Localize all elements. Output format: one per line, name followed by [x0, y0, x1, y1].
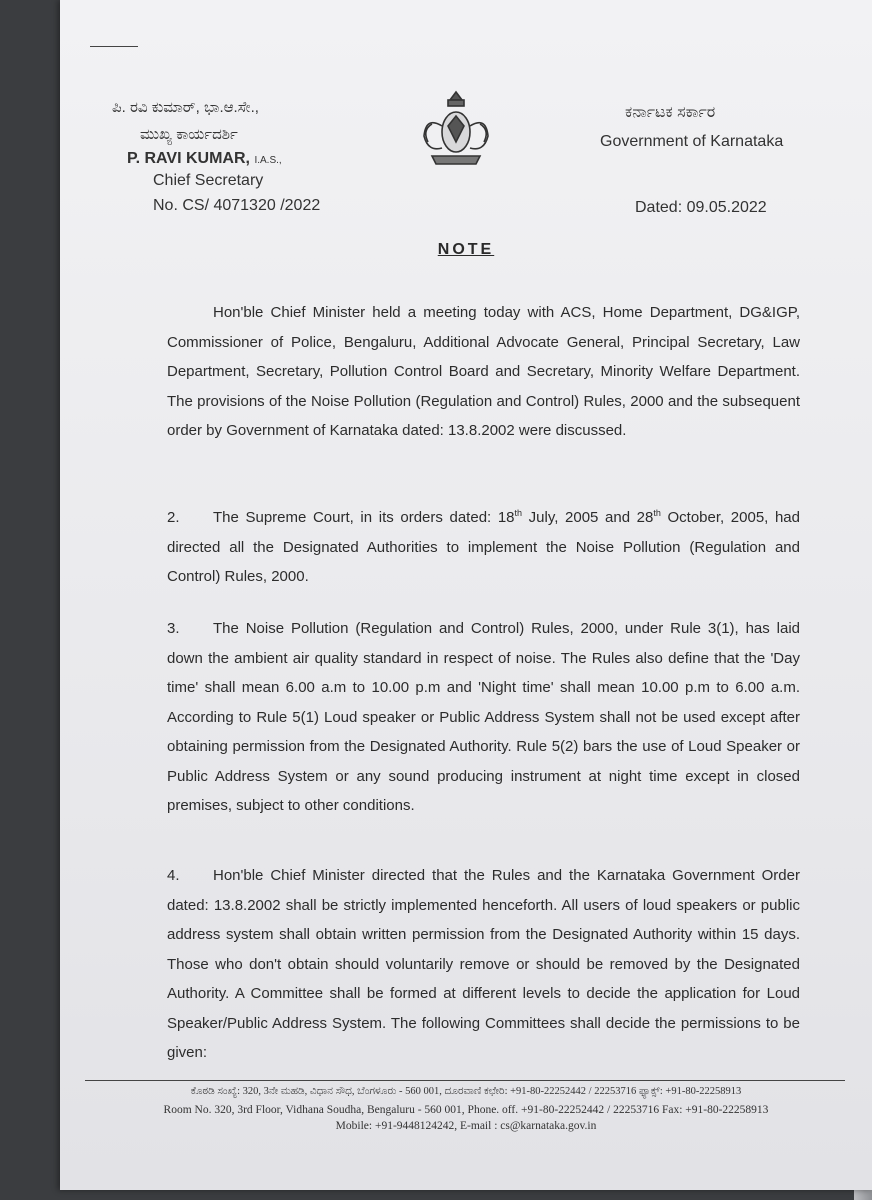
paragraph-3	[167, 614, 800, 821]
superscript-2: th	[653, 508, 661, 518]
state-emblem-icon	[418, 86, 494, 170]
paragraph-2-number: 2.	[167, 509, 180, 526]
sender-name-kannada: ಪಿ. ರವಿ ಕುಮಾರ್, ಭಾ.ಆ.ಸೇ.,	[112, 99, 259, 116]
document-page	[60, 0, 872, 1190]
dated-label: Dated: 09.05.2022	[635, 199, 767, 216]
government-name-kannada: ಕರ್ನಾಟಕ ಸರ್ಕಾರ	[625, 104, 716, 121]
paragraph-3-text: The Noise Pollution (Regulation and Control) Rules, 2000, under Rule 3(1), has laid down the ambient air quality standard in respect of noise. The Rules also define that the 'Day time' shall mean 6.00 a.m to 10.00 p.m and 'Night time' shall mean 10.00 p.m to 6.00 a.m. According to Rule 5(1) Loud speaker or Public Address System shall not be used except after obtaining permission from the Designated Authority. Rule 5(2) bars the use of Loud Speaker or Public Address System or any sound producing instrument at night time except in closed premises, subject to other conditions.	[167, 620, 800, 814]
footer-address: Room No. 320, 3rd Floor, Vidhana Soudha, Bengaluru - 560 001, Phone. off. +91-80-22252442 / 22253716 Fax: +91-80-22258913	[163, 1104, 769, 1116]
paragraph-2-text-a: The Supreme Court, in its orders dated: 18	[213, 509, 515, 526]
paragraph-1	[167, 298, 800, 446]
sender-service: I.A.S.,	[254, 155, 282, 166]
footer-divider	[85, 1080, 845, 1081]
paragraph-1-text: Hon'ble Chief Minister held a meeting today with ACS, Home Department, DG&IGP, Commissioner of Police, Bengaluru, Additional Advocate General, Principal Secretary, Law Department, Secretary, Pollution Control Board and Secretary, Minority Welfare Department. The provisions of the Noise Pollution (Regulation and Control) Rules, 2000 and the subsequent order by Government of Karnataka dated: 13.8.2002 were discussed.	[167, 304, 800, 439]
sender-title-kannada: ಮುಖ್ಯ ಕಾರ್ಯದರ್ಶಿ	[140, 126, 238, 143]
reference-number: No. CS/ 4071320 /2022	[153, 197, 321, 214]
paragraph-2-text-b: July, 2005 and 28	[522, 509, 654, 526]
footer-address-kannada: ಕೊಠಡಿ ಸಂಖ್ಯೆ: 320, 3ನೇ ಮಹಡಿ, ವಿಧಾನ ಸೌಧ, ಬೆಂಗಳೂರು - 560 001, ದೂರವಾಣಿ ಕಛೇರಿ: +91-80-22252442 / 22253716 ಫ್ಯಾಕ್ಸ್: +91-80-22258913	[190, 1086, 742, 1097]
paragraph-2-text-c: October, 2005, had directed all the Designated Authorities to implement the Noise Pollution (Regulation and Control) Rules, 2000.	[167, 509, 800, 585]
margin-mark	[90, 46, 138, 47]
government-name: Government of Karnataka	[600, 133, 784, 150]
paragraph-4	[167, 861, 800, 1068]
sender-name	[127, 150, 282, 168]
superscript-1: th	[514, 508, 523, 518]
paragraph-2	[167, 499, 800, 592]
paragraph-3-number: 3.	[167, 620, 180, 637]
sender-name-en: P. RAVI KUMAR,	[127, 150, 250, 167]
sender-title: Chief Secretary	[153, 172, 264, 189]
paragraph-4-number: 4.	[167, 867, 180, 884]
page-title: NOTE	[437, 241, 495, 258]
footer-contact: Mobile: +91-9448124242, E-mail : cs@karnataka.gov.in	[335, 1120, 597, 1132]
paragraph-4-text: Hon'ble Chief Minister directed that the Rules and the Karnataka Government Order dated: 13.8.2002 shall be strictly implemented henceforth. All users of loud speakers or public address system shall obtain written permission from the Designated Authority within 15 days. Those who don't obtain should voluntarily remove or should be removed by the Designated Authority. A Committee shall be formed at different levels to decide the application for Loud Speaker/Public Address System. The following Committees shall decide the permissions to be given:	[167, 867, 800, 1061]
